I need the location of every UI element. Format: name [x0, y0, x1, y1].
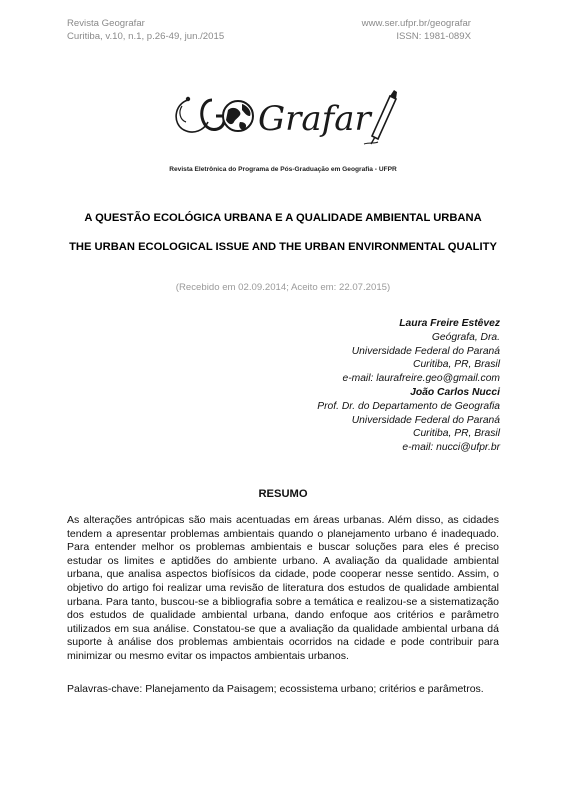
abstract-text: As alterações antrópicas são mais acentuadas em áreas urbanas. Além disso, as cidades tendem a apresentar problemas ambientais quando o planejamento urbano é inadequado. Para entender melhor os problemas ambientais e buscar soluções para eles é preciso estudar os limites e aptidões do ambiente urbano. A avaliação da qualidade ambiental urbana, que analisa aspectos biofísicos da cidade, pode cooperar nesse sentido. Assim, o objetivo do artigo foi realizar uma revisão de literatura dos estudos de qualidade ambiental urbana. Para tanto, buscou-se a bibliografia sobre a temática e realizou-se a sistematização dos estudos de qualidade ambiental urbana, dando enfoque aos critérios e parâmetro utilizados em sua análise. Constatou-se que a avaliação da qualidade ambiental urbana dá suporte à análise dos problemas ambientais ocorridos na cidade e pode contribuir para minimizar ou mesmo evitar os impactos ambientais urbanos.	[67, 514, 499, 662]
journal-subtitle: Revista Eletrônica do Programa de Pós-Graduação em Geografia - UFPR	[169, 166, 397, 173]
running-header-left	[67, 17, 224, 43]
keywords: Palavras-chave: Planejamento da Paisagem; ecossistema urbano; critérios e parâmetros.	[67, 683, 484, 695]
geografar-logo	[168, 86, 400, 148]
author-email: e-mail: nucci@ufpr.br	[402, 442, 500, 454]
article-title-pt: A QUESTÃO ECOLÓGICA URBANA E A QUALIDADE AMBIENTAL URBANA	[84, 212, 482, 224]
author-institution: Universidade Federal do Paraná	[351, 345, 500, 357]
issn: ISSN: 1981-089X	[396, 31, 471, 42]
author-location: Curitiba, PR, Brasil	[413, 359, 500, 371]
volume-info: Curitiba, v.10, n.1, p.26-49, jun./2015	[67, 31, 225, 42]
author-email: e-mail: laurafreire.geo@gmail.com	[342, 373, 500, 385]
journal-url: www.ser.ufpr.br/geografar	[361, 18, 471, 29]
author-institution: Universidade Federal do Paraná	[351, 414, 500, 426]
journal-name: Revista Geografar	[67, 18, 145, 29]
logo-wordmark: Grafar	[258, 99, 371, 139]
received-dates: (Recebido em 02.09.2014; Aceito em: 22.07.2015)	[175, 282, 391, 293]
author-degree: Geógrafa, Dra.	[431, 331, 500, 343]
geografar-logo-graphic	[168, 86, 400, 148]
article-title-en: THE URBAN ECOLOGICAL ISSUE AND THE URBAN ENVIRONMENTAL QUALITY	[69, 241, 497, 253]
author-location: Curitiba, PR, Brasil	[413, 428, 500, 440]
author-degree: Prof. Dr. do Departamento de Geografia	[317, 400, 500, 412]
author-name: João Carlos Nucci	[410, 387, 500, 398]
abstract-heading: RESUMO	[258, 488, 308, 500]
running-header-right	[362, 17, 471, 43]
author-block	[317, 386, 500, 455]
author-name: Laura Freire Estêvez	[399, 318, 500, 329]
author-block	[342, 317, 500, 386]
